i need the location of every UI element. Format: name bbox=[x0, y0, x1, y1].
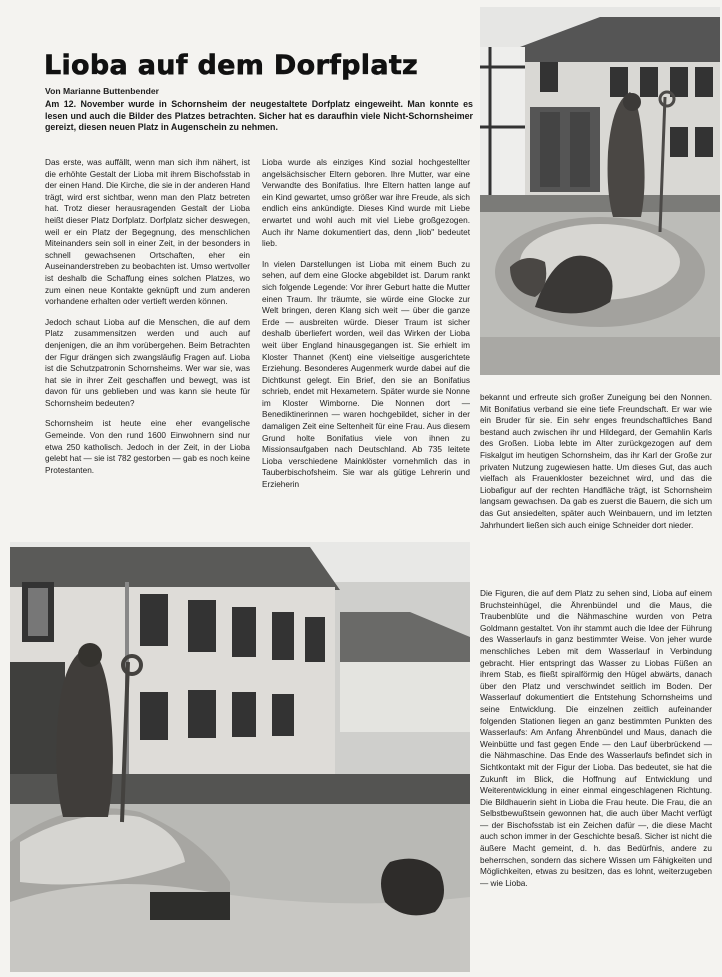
paragraph: bekannt und erfreute sich großer Zuneigung bei den Nonnen. Mit Bonifatius verband sie eine tiefe Freundschaft. Er war wie ein Bruder für sie. Ein sehr enges freundschaftliches Band bestand auch zwischen ihr und Hildegard, der Gemahlin Karls des Großen. Lioba lebte im Alter zurückgezogen auf dem Fiskalgut im heutigen Schornsheim, das ihr Karl der Große zur privaten Nutzung zugewiesen hatte. Um dieses Gut, das auch vielfach als Frauenkloster bezeichnet wird, und das die Liobafigur auf der rechten Handfläche trägt, ist Schornsheim langsam gewachsen. Da gab es zuerst die Bauern, die sich um das Gut ansiedelten, später auch Weinbauern, und im letzten Jahrhundert ließen sich auch einige Schneider dort nieder. bbox=[480, 393, 712, 530]
paragraph: Schornsheim ist heute eine eher evangelische Gemeinde. Von den rund 1600 Einwohnern sind nur etwa 250 katholisch. Jedoch in der Zeit, in der Lioba gelebt hat — sie ist 782 gestorben — gab es noch keine Protestanten. bbox=[45, 419, 251, 475]
paragraph: Das erste, was auffällt, wenn man sich ihm nähert, ist die erhöhte Gestalt der Lioba mit ihrem Bischofsstab in der einen Hand. Die Kirche, die sie in der anderen Hand trägt, wird erst sichtbar, wenn man den Platz betreten hat. Trotz dieser herausragenden Gestalt der Lioba heißt dieser Platz Dorfplatz. Dorfplatz sicher deswegen, weil er ein Platz der Begegnung, des menschlichen Miteinanders sein soll in einer Zeit, in der besonders in schnell gewachsenen Ortschaften, eher ein Auseinanderstreben zu beobachten ist. Umso wertvoller ist deshalb die Schaffung eines solchen Platzes, wo zum einen neue Kontakte geknüpft und zum anderen vorhandene erhalten oder vertieft werden können. bbox=[45, 158, 251, 307]
text-column-1 bbox=[45, 157, 250, 476]
statue-photo-bottom bbox=[10, 542, 470, 972]
text-column-3-top bbox=[480, 392, 712, 531]
byline: Von Marianne Buttenbender bbox=[45, 86, 159, 96]
paragraph: In vielen Darstellungen ist Lioba mit einem Buch zu sehen, auf dem eine Glocke abgebildet ist. Darum rankt sich folgende Legende: Vor ihrer Geburt hatte die Mutter einen Traum. Ihr träumte, sie würde eine Glocke zur Welt bringen, deren Klang sich weit — über die ganze Erde — ausbreiten würde. Dieser Traum ist sicher deshalb überliefert worden, weil das Wirken der Lioba weit über England hinausgegangen ist. Sie erhielt im Kloster Thannet (Kent) eine vielseitige ausgerichtete Erziehung. Besonderes Augenmerk wurde dabei auf die Dichtkunst gelegt. Ein Brief, den sie an Bonifatius schrieb, endet mit Hexametern. Später wurde sie Nonne im Kloster Wimborne. Die Nonnen dort — Benediktinerinnen — waren hochgebildet, sicher in der damaligen Zeit eine Seltenheit für eine Frau. Aus diesem Grund holte Bonifatius viele von ihnen zu Missionsaufgaben nach Deutschland. Ab 735 leitete Lioba verschiedene Mainklöster vornehmlich das in Tauberbischofsheim. Sie war als gütige Lehrerin und Erzieherin bbox=[262, 259, 470, 490]
paragraph: Die Figuren, die auf dem Platz zu sehen sind, Lioba auf einem Bruchsteinhügel, die Ährenbündel und die Maus, die Traubenblüte und die Nähmaschine wurden von Petra Goldmann gestaltet. Von ihr stammt auch die Idee der Führung des Wasserlaufs in ganz bestimmter Weise. Von jeher wurde menschliches Leben mit dem Wasserlauf in Verbindung gebracht. Hier entspringt das Wasser zu Liobas Füßen an ihrem Stab, es fließt spiralförmig den Hügel abwärts, danach über den Platz und verschwindet seitlich im Boden. Der Wasserlauf dokumentiert die Entstehung Schornsheims und seine Entwicklung. Die einzelnen zeitlich aufeinander folgenden Stationen liegen an ganz bestimmten Punkten des Wasserlaufs: Am Anfang Ährenbündel und Maus, danach die Weinbütte und fast gegen Ende — den Lauf überbrückend — die Nähmaschine. Das Ende des Wasserlaufs befindet sich in Sichtkontakt mit der Figur der Lioba. Das bedeutet, sie hat die Zukunft im Blick, die Hoffnung auf Entwicklung und Weiterentwicklung in einer einmal eingeschlagenen Richtung. Die Bildhauerin sieht in Lioba die Frau heute. Die Frau, die an Selbstbewußtsein gewonnen hat, die auch über Macht verfügt — der Bischofsstab ist ein Zeichen dafür —, die diese Macht auch schon immer in der Geschichte besaß. Sicher ist nicht die äußere Macht gemeint, d. h. das Bedürfnis, andere zu beherrschen, sondern das sichere Wissen um Fähigkeiten und Möglichkeiten, etwas zu besitzen, das es lohnt, weiterzugeben — wie Lioba. bbox=[480, 589, 712, 888]
page-title: Lioba auf dem Dorfplatz bbox=[44, 50, 419, 81]
paragraph: Jedoch schaut Lioba auf die Menschen, die auf dem Platz zusammensitzen werden und auch auf denjenigen, die an ihm vorübergehen. Beim Betrachten der Figur drängen sich zwangsläufig Fragen auf. Lioba ist die Schutzpatronin Schornsheims. Wer war sie, was hat sie in ihrer Zeit geschaffen und bewegt, was ist davon für uns geblieben und was kann sie heute für Schornsheim bedeuten? bbox=[45, 317, 250, 408]
text-column-3-bottom bbox=[480, 588, 712, 889]
paragraph: Lioba wurde als einziges Kind sozial hochgestellter angelsächsischer Eltern geboren. Ihre Mutter, war eine Verwandte des Bonifatius. Ihre Eltern hatten lange auf ein Kind gewartet, umso größer war ihre Freude, als sich endlich eins ankündigte. Dieses Kind wurde mit Liebe erwartet und wohl auch mit viel Liebe großgezogen. Auch ihr Name dokumentiert das, denn „liob" bedeutet lieb. bbox=[262, 158, 470, 249]
lead-paragraph: Am 12. November wurde in Schornsheim der neugestaltete Dorfplatz eingeweiht. Man konnte es lesen und auch die Bilder des Platzes betrachten. Sicher hat es daraufhin viele Nicht-Schornsheimer gereizt, diesen neuen Platz in Augenschein zu nehmen. bbox=[45, 99, 473, 133]
text-column-2 bbox=[262, 157, 470, 491]
statue-photo-top bbox=[480, 7, 720, 375]
